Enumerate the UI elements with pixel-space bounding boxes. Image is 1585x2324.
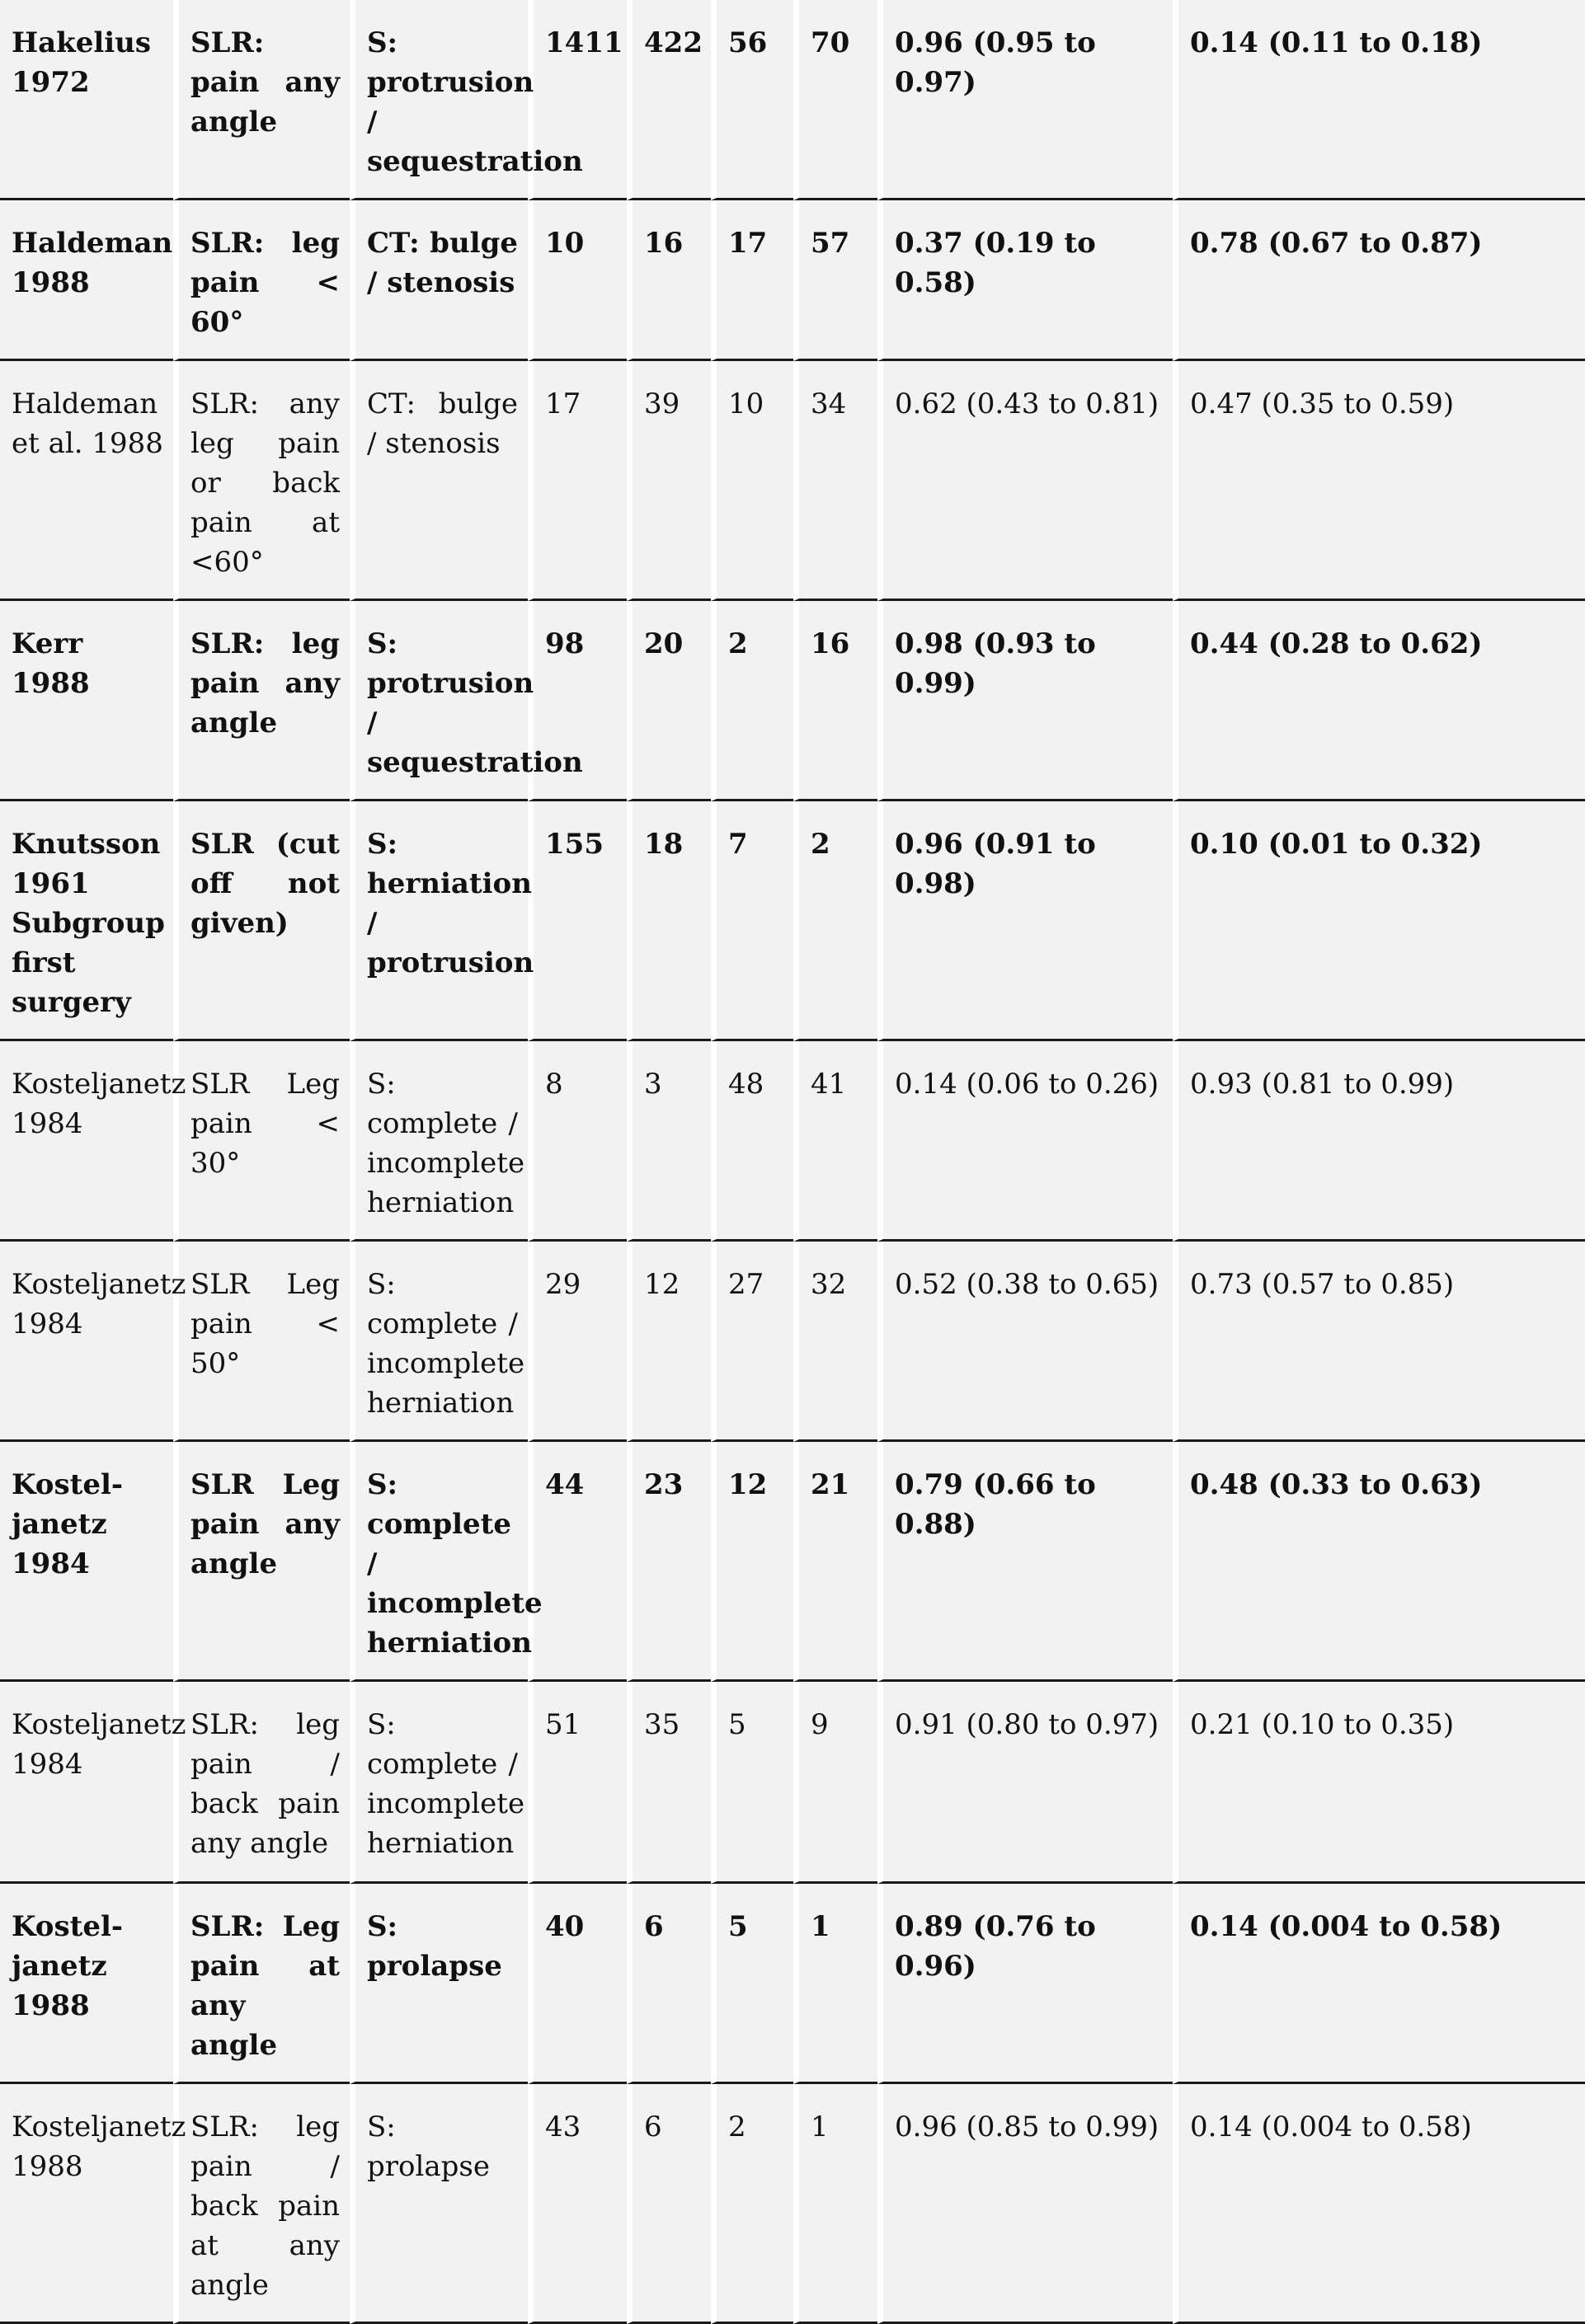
reference-standard-cell: S: herniation / protrusion	[350, 801, 528, 1041]
sensitivity-cell: 0.14 (0.06 to 0.26)	[877, 1041, 1173, 1242]
true-positive-cell: 98	[528, 601, 627, 801]
table-row	[0, 1442, 1585, 1682]
specificity-cell: 0.14 (0.11 to 0.18)	[1173, 0, 1585, 200]
table-row	[0, 361, 1585, 601]
sensitivity-cell: 0.98 (0.93 to 0.99)	[877, 601, 1173, 801]
true-negative-cell: 70	[793, 0, 877, 200]
sensitivity-cell: 0.89 (0.76 to 0.96)	[877, 1884, 1173, 2084]
specificity-cell: 0.10 (0.01 to 0.32)	[1173, 801, 1585, 1041]
index-test-cell: SLR: any leg pain or back pain at <60°	[173, 361, 350, 601]
false-negative-cell: 5	[711, 1682, 793, 1884]
study-cell: Haldeman 1988	[0, 200, 173, 361]
table-row	[0, 801, 1585, 1041]
false-negative-cell: 56	[711, 0, 793, 200]
false-negative-cell: 12	[711, 1442, 793, 1682]
table-row	[0, 1242, 1585, 1442]
sensitivity-cell: 0.62 (0.43 to 0.81)	[877, 361, 1173, 601]
reference-standard-cell: CT: bulge / stenosis	[350, 361, 528, 601]
study-cell: Kostel-janetz 1988	[0, 1884, 173, 2084]
specificity-cell: 0.47 (0.35 to 0.59)	[1173, 361, 1585, 601]
false-positive-cell: 18	[627, 801, 711, 1041]
specificity-cell: 0.44 (0.28 to 0.62)	[1173, 601, 1585, 801]
false-positive-cell: 422	[627, 0, 711, 200]
true-negative-cell: 34	[793, 361, 877, 601]
sensitivity-cell: 0.96 (0.85 to 0.99)	[877, 2084, 1173, 2324]
reference-standard-cell: S: complete / incomplete herniation	[350, 1682, 528, 1884]
reference-standard-cell: S: protrusion / sequestration	[350, 0, 528, 200]
false-positive-cell: 6	[627, 2084, 711, 2324]
false-negative-cell: 17	[711, 200, 793, 361]
true-negative-cell: 16	[793, 601, 877, 801]
sensitivity-cell: 0.79 (0.66 to 0.88)	[877, 1442, 1173, 1682]
reference-standard-cell: S: protrusion / sequestration	[350, 601, 528, 801]
reference-standard-cell: S: complete / incomplete herniation	[350, 1242, 528, 1442]
true-negative-cell: 21	[793, 1442, 877, 1682]
true-positive-cell: 10	[528, 200, 627, 361]
false-negative-cell: 10	[711, 361, 793, 601]
false-positive-cell: 23	[627, 1442, 711, 1682]
specificity-cell: 0.48 (0.33 to 0.63)	[1173, 1442, 1585, 1682]
true-negative-cell: 9	[793, 1682, 877, 1884]
reference-standard-cell: S: prolapse	[350, 1884, 528, 2084]
true-negative-cell: 2	[793, 801, 877, 1041]
index-test-cell: SLR: leg pain < 60°	[173, 200, 350, 361]
true-negative-cell: 57	[793, 200, 877, 361]
false-negative-cell: 7	[711, 801, 793, 1041]
study-cell: Knutsson 1961 Subgroup first surgery	[0, 801, 173, 1041]
sensitivity-cell: 0.96 (0.95 to 0.97)	[877, 0, 1173, 200]
specificity-cell: 0.14 (0.004 to 0.58)	[1173, 2084, 1585, 2324]
sensitivity-cell: 0.52 (0.38 to 0.65)	[877, 1242, 1173, 1442]
true-positive-cell: 44	[528, 1442, 627, 1682]
true-positive-cell: 43	[528, 2084, 627, 2324]
index-test-cell: SLR Leg pain < 30°	[173, 1041, 350, 1242]
false-positive-cell: 35	[627, 1682, 711, 1884]
reference-standard-cell: S: complete / incomplete herniation	[350, 1041, 528, 1242]
specificity-cell: 0.14 (0.004 to 0.58)	[1173, 1884, 1585, 2084]
false-negative-cell: 5	[711, 1884, 793, 2084]
true-negative-cell: 41	[793, 1041, 877, 1242]
false-positive-cell: 39	[627, 361, 711, 601]
true-positive-cell: 51	[528, 1682, 627, 1884]
table-row	[0, 1041, 1585, 1242]
true-negative-cell: 32	[793, 1242, 877, 1442]
table-row	[0, 1884, 1585, 2084]
study-cell: Kosteljanetz 1984	[0, 1682, 173, 1884]
index-test-cell: SLR Leg pain < 50°	[173, 1242, 350, 1442]
false-positive-cell: 20	[627, 601, 711, 801]
index-test-cell: SLR (cut off not given)	[173, 801, 350, 1041]
true-positive-cell: 40	[528, 1884, 627, 2084]
index-test-cell: SLR: leg pain any angle	[173, 601, 350, 801]
true-negative-cell: 1	[793, 2084, 877, 2324]
specificity-cell: 0.21 (0.10 to 0.35)	[1173, 1682, 1585, 1884]
false-positive-cell: 16	[627, 200, 711, 361]
sensitivity-cell: 0.96 (0.91 to 0.98)	[877, 801, 1173, 1041]
reference-standard-cell: CT: bulge / stenosis	[350, 200, 528, 361]
index-test-cell: SLR: Leg pain at any angle	[173, 1884, 350, 2084]
table-row	[0, 0, 1585, 200]
study-cell: Kosteljanetz 1988	[0, 2084, 173, 2324]
true-positive-cell: 8	[528, 1041, 627, 1242]
specificity-cell: 0.93 (0.81 to 0.99)	[1173, 1041, 1585, 1242]
index-test-cell: SLR Leg pain any angle	[173, 1442, 350, 1682]
study-cell: Kosteljanetz 1984	[0, 1242, 173, 1442]
false-negative-cell: 2	[711, 601, 793, 801]
true-positive-cell: 17	[528, 361, 627, 601]
index-test-cell: SLR: leg pain / back pain at any angle	[173, 2084, 350, 2324]
sensitivity-cell: 0.37 (0.19 to 0.58)	[877, 200, 1173, 361]
specificity-cell: 0.78 (0.67 to 0.87)	[1173, 200, 1585, 361]
false-negative-cell: 27	[711, 1242, 793, 1442]
table-row	[0, 200, 1585, 361]
false-positive-cell: 6	[627, 1884, 711, 2084]
false-positive-cell: 3	[627, 1041, 711, 1242]
false-negative-cell: 2	[711, 2084, 793, 2324]
table-row	[0, 1682, 1585, 1884]
true-positive-cell: 29	[528, 1242, 627, 1442]
true-positive-cell: 155	[528, 801, 627, 1041]
study-cell: Haldeman et al. 1988	[0, 361, 173, 601]
true-negative-cell: 1	[793, 1884, 877, 2084]
reference-standard-cell: S: prolapse	[350, 2084, 528, 2324]
study-cell: Kerr 1988	[0, 601, 173, 801]
study-cell: Kosteljanetz 1984	[0, 1041, 173, 1242]
false-negative-cell: 48	[711, 1041, 793, 1242]
true-positive-cell: 1411	[528, 0, 627, 200]
sensitivity-cell: 0.91 (0.80 to 0.97)	[877, 1682, 1173, 1884]
table-row	[0, 601, 1585, 801]
study-cell: Hakelius 1972	[0, 0, 173, 200]
reference-standard-cell: S: complete / incomplete herniation	[350, 1442, 528, 1682]
false-positive-cell: 12	[627, 1242, 711, 1442]
index-test-cell: SLR: leg pain / back pain any angle	[173, 1682, 350, 1884]
study-cell: Kostel-janetz 1984	[0, 1442, 173, 1682]
table-row	[0, 2084, 1585, 2324]
index-test-cell: SLR: pain any angle	[173, 0, 350, 200]
specificity-cell: 0.73 (0.57 to 0.85)	[1173, 1242, 1585, 1442]
